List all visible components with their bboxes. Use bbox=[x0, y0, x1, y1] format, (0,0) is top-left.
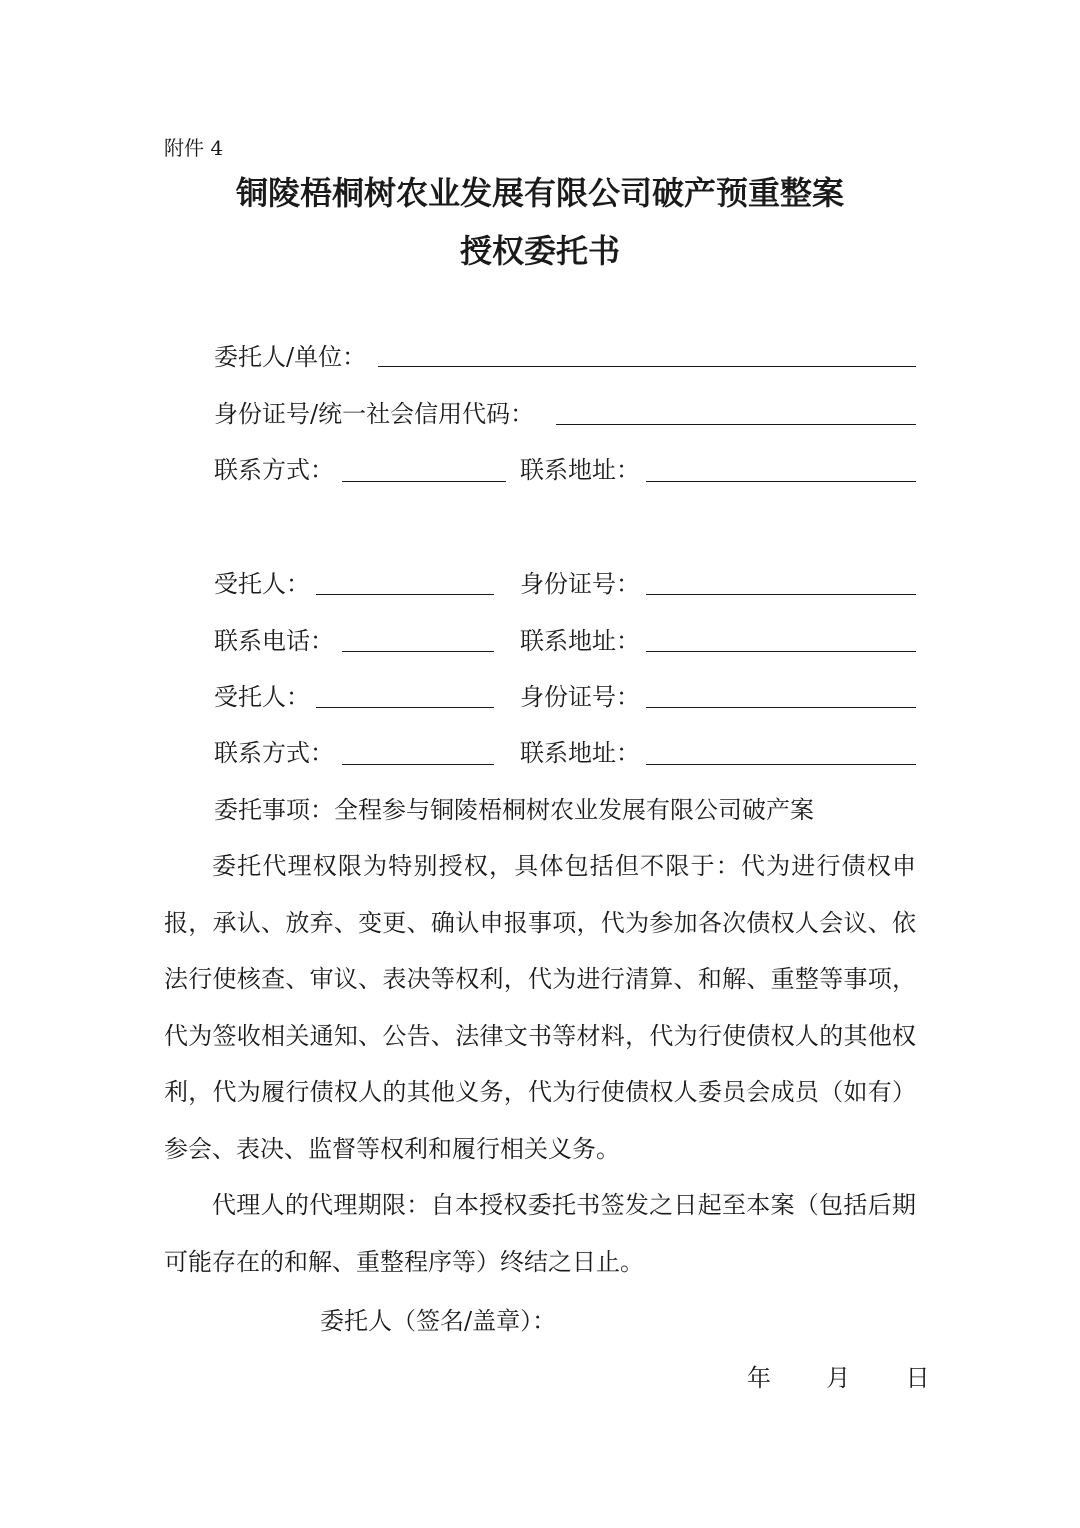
signature-label: 委托人（签名/盖章）： bbox=[320, 1307, 557, 1335]
agent2-name-label: 受托人： bbox=[214, 683, 310, 711]
document-subtitle: 授权委托书 bbox=[459, 232, 620, 270]
agent2-name-field[interactable] bbox=[316, 707, 494, 708]
authority-paragraph: 委托代理权限为特别授权，具体包括但不限于：代为进行债权申报，承认、放弃、变更、确认申报事项，代为参加各次债权人会议、依法行使核查、审议、表决等权利，代为进行清算、和解、重整等事项，代为签收相关通知、公告、法律文书等材料，代为行使债权人的其他权利，代为履行债权人的其他义务，代为行使债权人委员会成员（如有）参会、表决、监督等权利和履行相关义务。 bbox=[164, 852, 916, 1163]
agent2-contact-field[interactable] bbox=[342, 764, 494, 765]
agent2-address-field[interactable] bbox=[646, 764, 916, 765]
principal-contact-field[interactable] bbox=[342, 481, 506, 482]
agent1-phone-label: 联系电话： bbox=[214, 627, 334, 655]
agent1-address-label: 联系地址： bbox=[520, 627, 640, 655]
date-year: 年 bbox=[747, 1364, 771, 1392]
principal-id-field[interactable] bbox=[556, 424, 916, 425]
attachment-number: 附件 4 bbox=[164, 136, 224, 160]
agent1-phone-field[interactable] bbox=[342, 651, 494, 652]
agent2-address-label: 联系地址： bbox=[520, 739, 640, 767]
date-day: 日 bbox=[905, 1364, 930, 1392]
agent1-id-field[interactable] bbox=[646, 594, 916, 595]
agent2-id-label: 身份证号： bbox=[520, 683, 640, 711]
agent1-address-field[interactable] bbox=[646, 651, 916, 652]
date-month: 月 bbox=[826, 1364, 851, 1392]
agent2-contact-label: 联系方式： bbox=[214, 739, 334, 767]
term-paragraph: 代理人的代理期限：自本授权委托书签发之日起至本案（包括后期可能存在的和解、重整程序等）终结之日止。 bbox=[164, 1191, 916, 1276]
principal-contact-label: 联系方式： bbox=[214, 456, 334, 484]
agent1-id-label: 身份证号： bbox=[520, 570, 640, 598]
principal-id-label: 身份证号/统一社会信用代码： bbox=[214, 400, 535, 428]
principal-address-field[interactable] bbox=[646, 481, 916, 482]
principal-name-label: 委托人/单位： bbox=[214, 343, 367, 371]
principal-address-label: 联系地址： bbox=[520, 456, 640, 484]
signature-date bbox=[747, 1361, 930, 1395]
entrusted-matters: 委托事项：全程参与铜陵梧桐树农业发展有限公司破产案 bbox=[214, 796, 814, 824]
document-title: 铜陵梧桐树农业发展有限公司破产预重整案 bbox=[235, 174, 844, 212]
agent1-name-field[interactable] bbox=[316, 594, 494, 595]
agent1-name-label: 受托人： bbox=[214, 570, 310, 598]
principal-name-field[interactable] bbox=[378, 366, 916, 367]
agent2-id-field[interactable] bbox=[646, 707, 916, 708]
